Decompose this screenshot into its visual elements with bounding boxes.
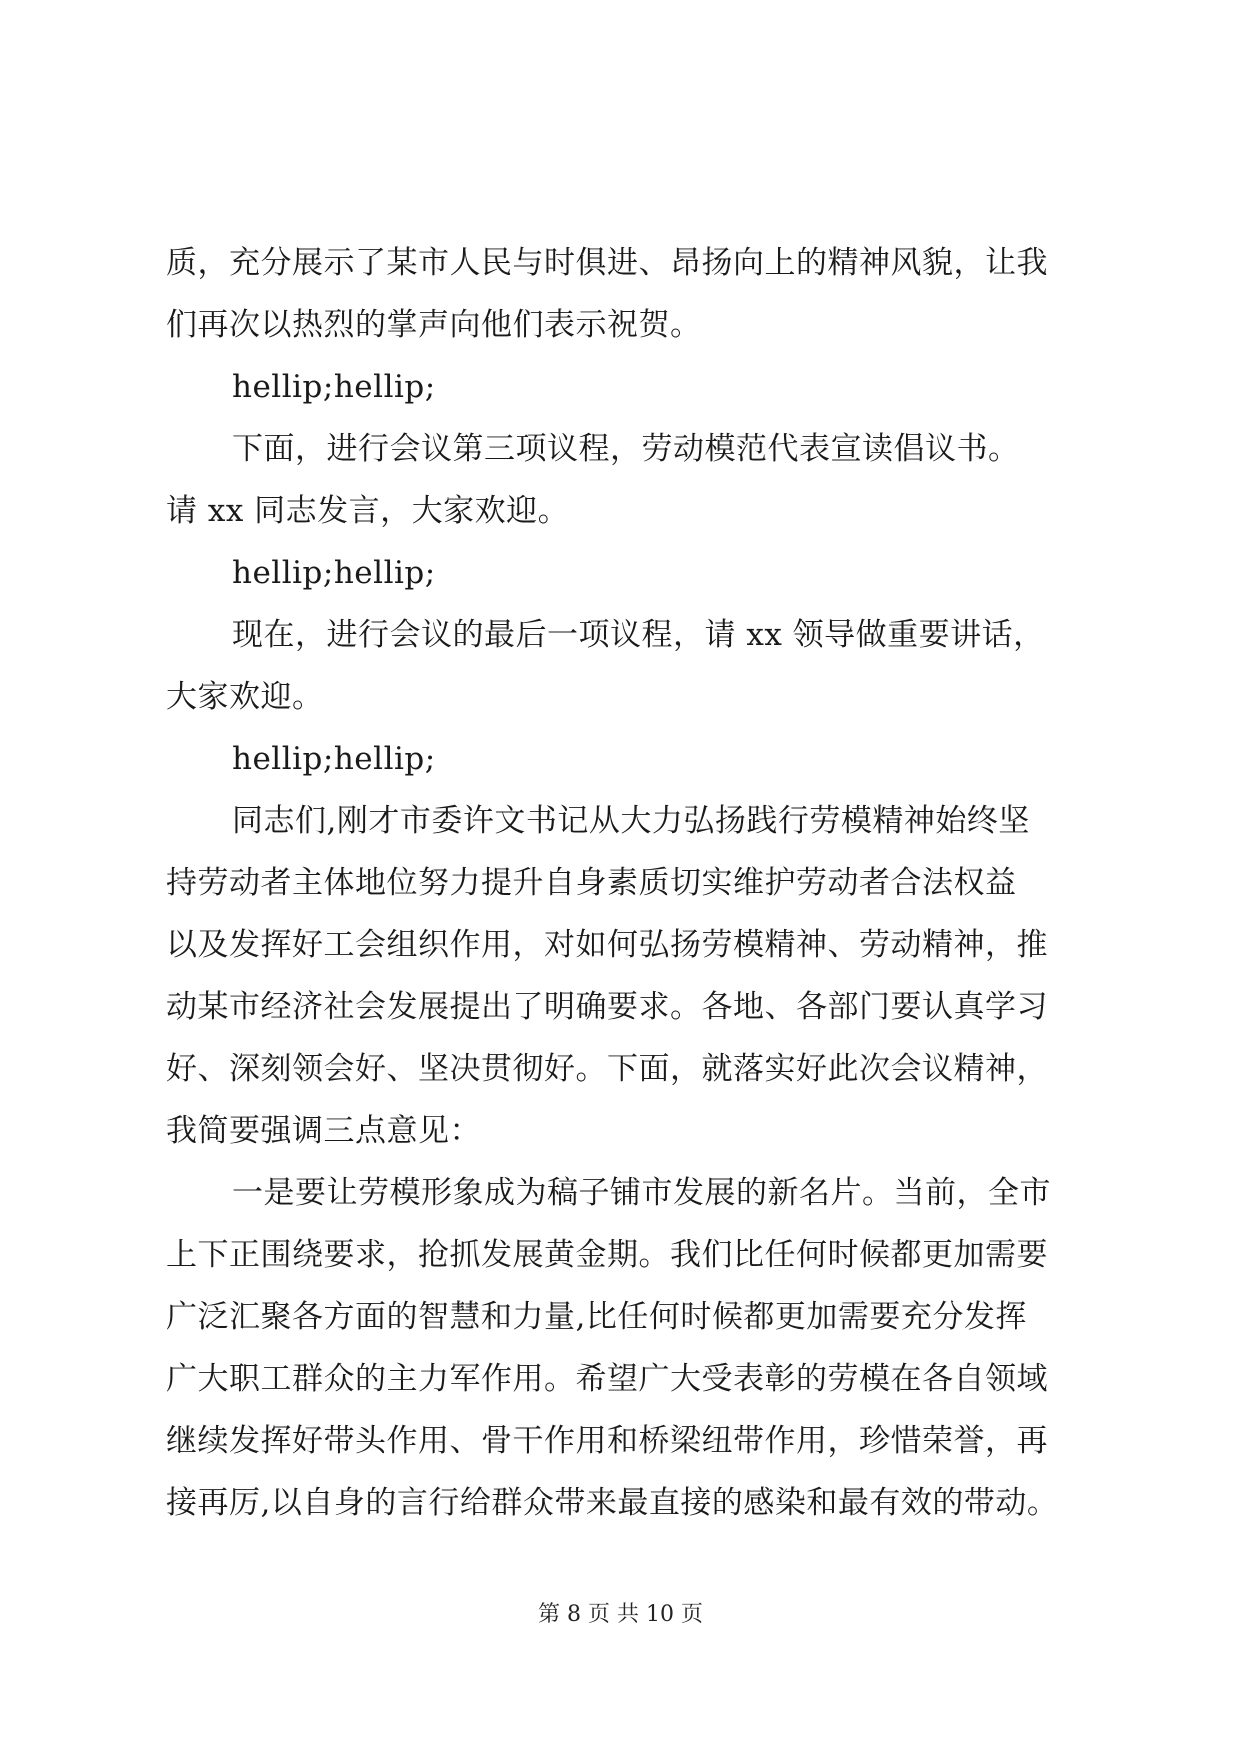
text-line: 下面，进行会议第三项议程，劳动模范代表宣读倡议书。	[232, 431, 1020, 467]
text-line: hellip;hellip;	[232, 369, 436, 405]
text-line: 继续发挥好带头作用、骨干作用和桥梁纽带作用，珍惜荣誉，再	[166, 1423, 1048, 1459]
text-line: 广大职工群众的主力军作用。希望广大受表彰的劳模在各自领域	[166, 1361, 1048, 1397]
text-line: 大家欢迎。	[166, 679, 324, 715]
text-line: 我简要强调三点意见：	[166, 1113, 481, 1149]
page-number: 第 8 页 共 10 页	[538, 1602, 703, 1627]
text-line: 质，充分展示了某市人民与时俱进、昂扬向上的精神风貌，让我	[166, 245, 1048, 281]
text-line: hellip;hellip;	[232, 741, 436, 777]
text-line: hellip;hellip;	[232, 555, 436, 591]
text-line: 们再次以热烈的掌声向他们表示祝贺。	[166, 307, 702, 343]
text-line: 持劳动者主体地位努力提升自身素质切实维护劳动者合法权益	[166, 865, 1017, 901]
text-line: 请 xx 同志发言，大家欢迎。	[166, 493, 570, 529]
body-text	[166, 232, 1086, 1534]
text-line: 广泛汇聚各方面的智慧和力量,比任何时候都更加需要充分发挥	[166, 1299, 1027, 1335]
page-footer	[0, 1600, 1241, 1630]
text-line: 一是要让劳模形象成为稿子铺市发展的新名片。当前，全市	[232, 1175, 1051, 1211]
text-line: 以及发挥好工会组织作用，对如何弘扬劳模精神、劳动精神，推	[166, 927, 1048, 963]
text-line: 上下正围绕要求，抢抓发展黄金期。我们比任何时候都更加需要	[166, 1237, 1048, 1273]
text-line: 动某市经济社会发展提出了明确要求。各地、各部门要认真学习	[166, 989, 1048, 1025]
text-line: 好、深刻领会好、坚决贯彻好。下面，就落实好此次会议精神，	[166, 1051, 1048, 1087]
text-line: 接再厉,以自身的言行给群众带来最直接的感染和最有效的带动。	[166, 1485, 1059, 1521]
text-line: 现在，进行会议的最后一项议程，请 xx 领导做重要讲话，	[232, 617, 1045, 653]
text-line: 同志们,刚才市委许文书记从大力弘扬践行劳模精神始终坚	[232, 803, 1030, 839]
